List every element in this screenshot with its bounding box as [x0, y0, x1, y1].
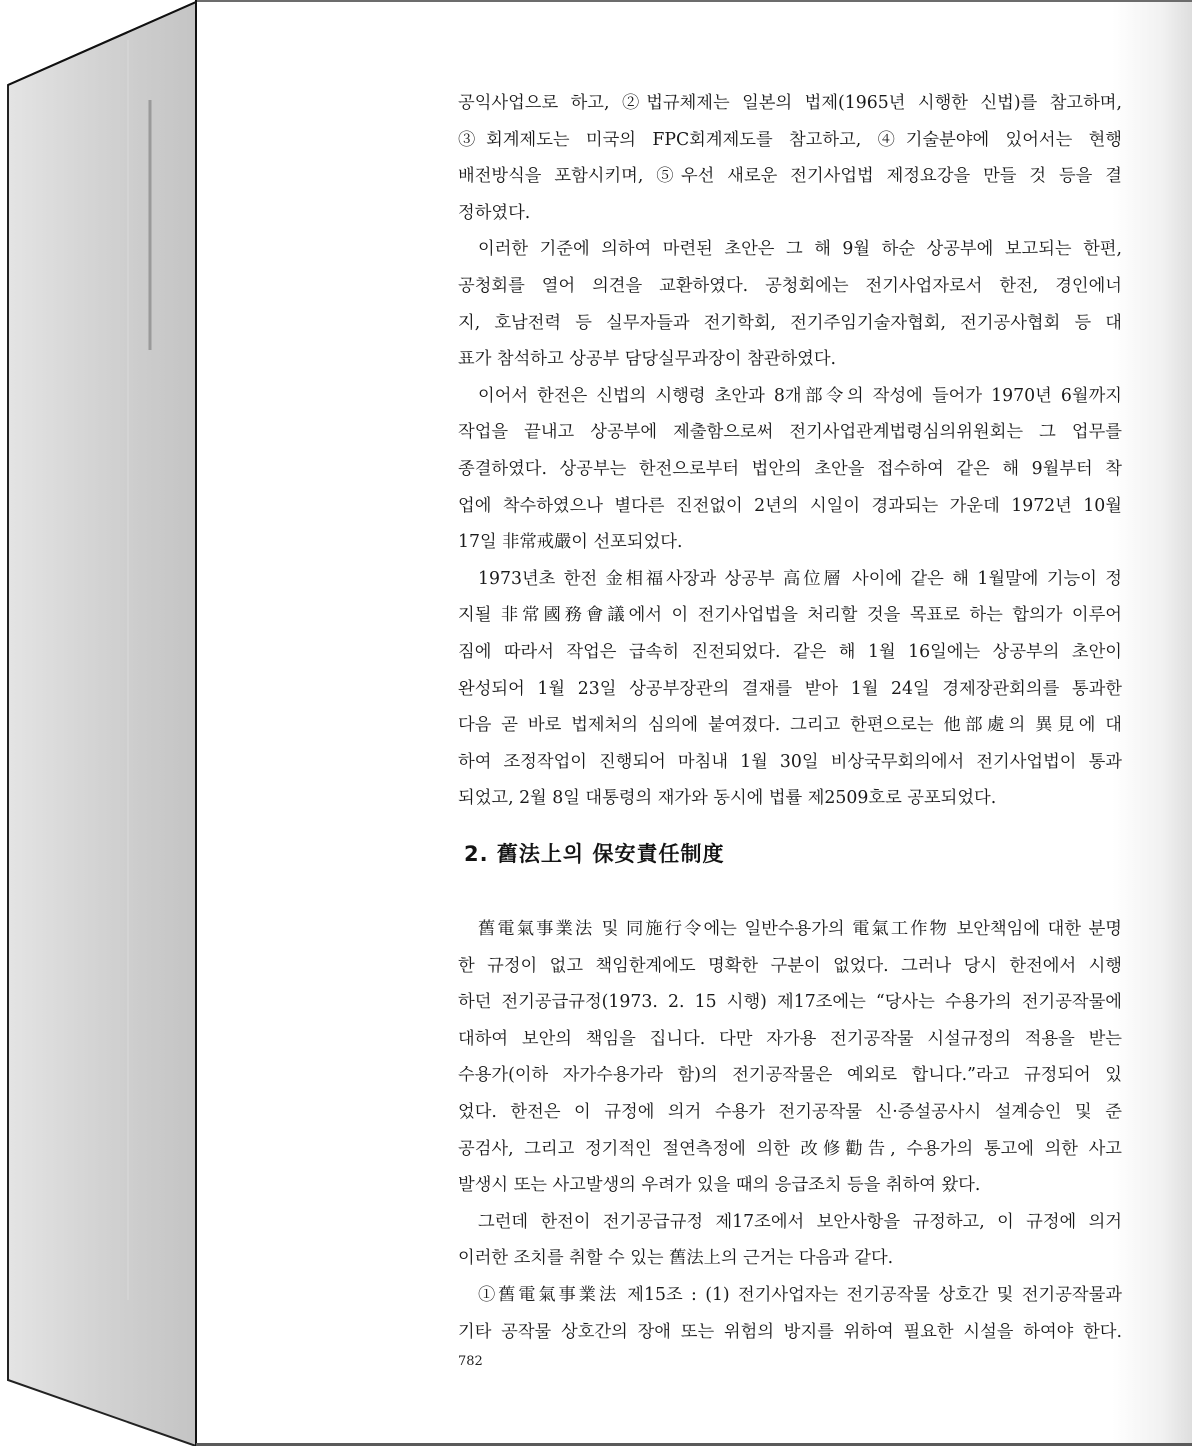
page-left-edge [195, 0, 197, 1446]
body-text-lower [458, 911, 1122, 1350]
text-line: 완성되어 1월 23일 상공부장관의 결재를 받아 1월 24일 경제장관회의를 통과한 [458, 678, 1122, 699]
text-line: 표가 참석하고 상공부 담당실무과장이 참관하였다. [458, 349, 837, 370]
page-top-edge [196, 0, 1192, 2]
text-line: 한 규정이 없고 책임한계에도 명확한 구분이 없었다. 그러나 당시 한전에서 시행 [458, 955, 1122, 976]
text-line: 공검사, 그리고 정기적인 절연측정에 의한 改修勸告, 수용가의 통고에 의한 사고 [458, 1138, 1122, 1159]
page-number: 782 [458, 1354, 483, 1369]
text-line: 되었고, 2월 8일 대통령의 재가와 동시에 법률 제2509호로 공포되었다. [458, 788, 997, 809]
text-line: 1973년초 한전 金相福사장과 상공부 高位層 사이에 같은 해 1월말에 기능이 정 [478, 568, 1122, 589]
text-line: 정하였다. [458, 202, 531, 223]
text-line: 공익사업으로 하고, ②법규체제는 일본의 법제(1965년 시행한 신법)를 참고하며, [458, 93, 1122, 113]
text-line: 었다. 한전은 이 규정에 의거 수용가 전기공작물 신·증설공사시 설계승인 및 준 [458, 1101, 1122, 1122]
text-line: 17일 非常戒嚴이 선포되었다. [458, 532, 683, 553]
text-line: 이러한 조치를 취할 수 있는 舊法上의 근거는 다음과 같다. [458, 1248, 894, 1269]
text-line: 지될 非常國務會議에서 이 전기사업법을 처리할 것을 목표로 하는 합의가 이루어 [458, 605, 1122, 626]
text-line: 발생시 또는 사고발생의 우려가 있을 때의 응급조치 등을 취하여 왔다. [458, 1175, 981, 1196]
text-line: 지, 호남전력 등 실무자들과 전기학회, 전기주임기술자협회, 전기공사협회 등 대 [458, 312, 1122, 333]
text-line: 배전방식을 포함시키며, ⑤우선 새로운 전기사업법 제정요강을 만들 것 등을 결 [458, 166, 1122, 187]
section-heading: 2. 舊法上의 保安責任制度 [464, 842, 725, 866]
text-line: 기타 공작물 상호간의 장애 또는 위험의 방지를 위하여 필요한 시설을 하여야 한다. [458, 1321, 1122, 1342]
text-line: 작업을 끝내고 상공부에 제출함으로써 전기사업관계법령심의위원회는 그 업무를 [458, 422, 1122, 443]
text-line: 수용가(이하 자가수용가라 함)의 전기공작물은 예외로 합니다.”라고 규정되어 있 [458, 1065, 1122, 1086]
text-line: ①舊電氣事業法 제15조 : (1) 전기사업자는 전기공작물 상호간 및 전기공작물과 [478, 1284, 1122, 1305]
body-text-upper [458, 85, 1122, 817]
text-line: ③회계제도는 미국의 FPC회계제도를 참고하고, ④기술분야에 있어서는 현행 [458, 129, 1122, 150]
text-line: 대하여 보안의 책임을 집니다. 다만 자가용 전기공작물 시설규정의 적용을 받는 [458, 1028, 1122, 1049]
text-line: 舊電氣事業法 및 同施行令에는 일반수용가의 電氣工作物 보안책임에 대한 분명 [478, 919, 1122, 939]
text-line: 하여 조정작업이 진행되어 마침내 1월 30일 비상국무회의에서 전기사업법이 통과 [458, 751, 1122, 772]
text-line: 다음 곧 바로 법제처의 심의에 붙여졌다. 그리고 한편으로는 他部處의 異見에 대 [458, 715, 1122, 736]
text-line: 그런데 한전이 전기공급규정 제17조에서 보안사항을 규정하고, 이 규정에 의거 [478, 1211, 1122, 1232]
text-line: 공청회를 열어 의견을 교환하였다. 공청회에는 전기사업자로서 한전, 경인에너 [458, 275, 1122, 296]
text-line: 이러한 기준에 의하여 마련된 초안은 그 해 9월 하순 상공부에 보고되는 한편, [478, 239, 1122, 260]
text-line: 업에 착수하였으나 별다른 진전없이 2년의 시일이 경과되는 가운데 1972년 10월 [458, 495, 1122, 516]
text-line: 짐에 따라서 작업은 급속히 진전되었다. 같은 해 1월 16일에는 상공부의 초안이 [458, 641, 1122, 662]
text-line: 이어서 한전은 신법의 시행령 초안과 8개部令의 작성에 들어가 1970년 6월까지 [478, 385, 1122, 406]
text-line: 하던 전기공급규정(1973. 2. 15 시행) 제17조에는 “당사는 수용가의 전기공작물에 [458, 992, 1122, 1013]
text-line: 종결하였다. 상공부는 한전으로부터 법안의 초안을 접수하여 같은 해 9월부터 착 [458, 458, 1122, 479]
